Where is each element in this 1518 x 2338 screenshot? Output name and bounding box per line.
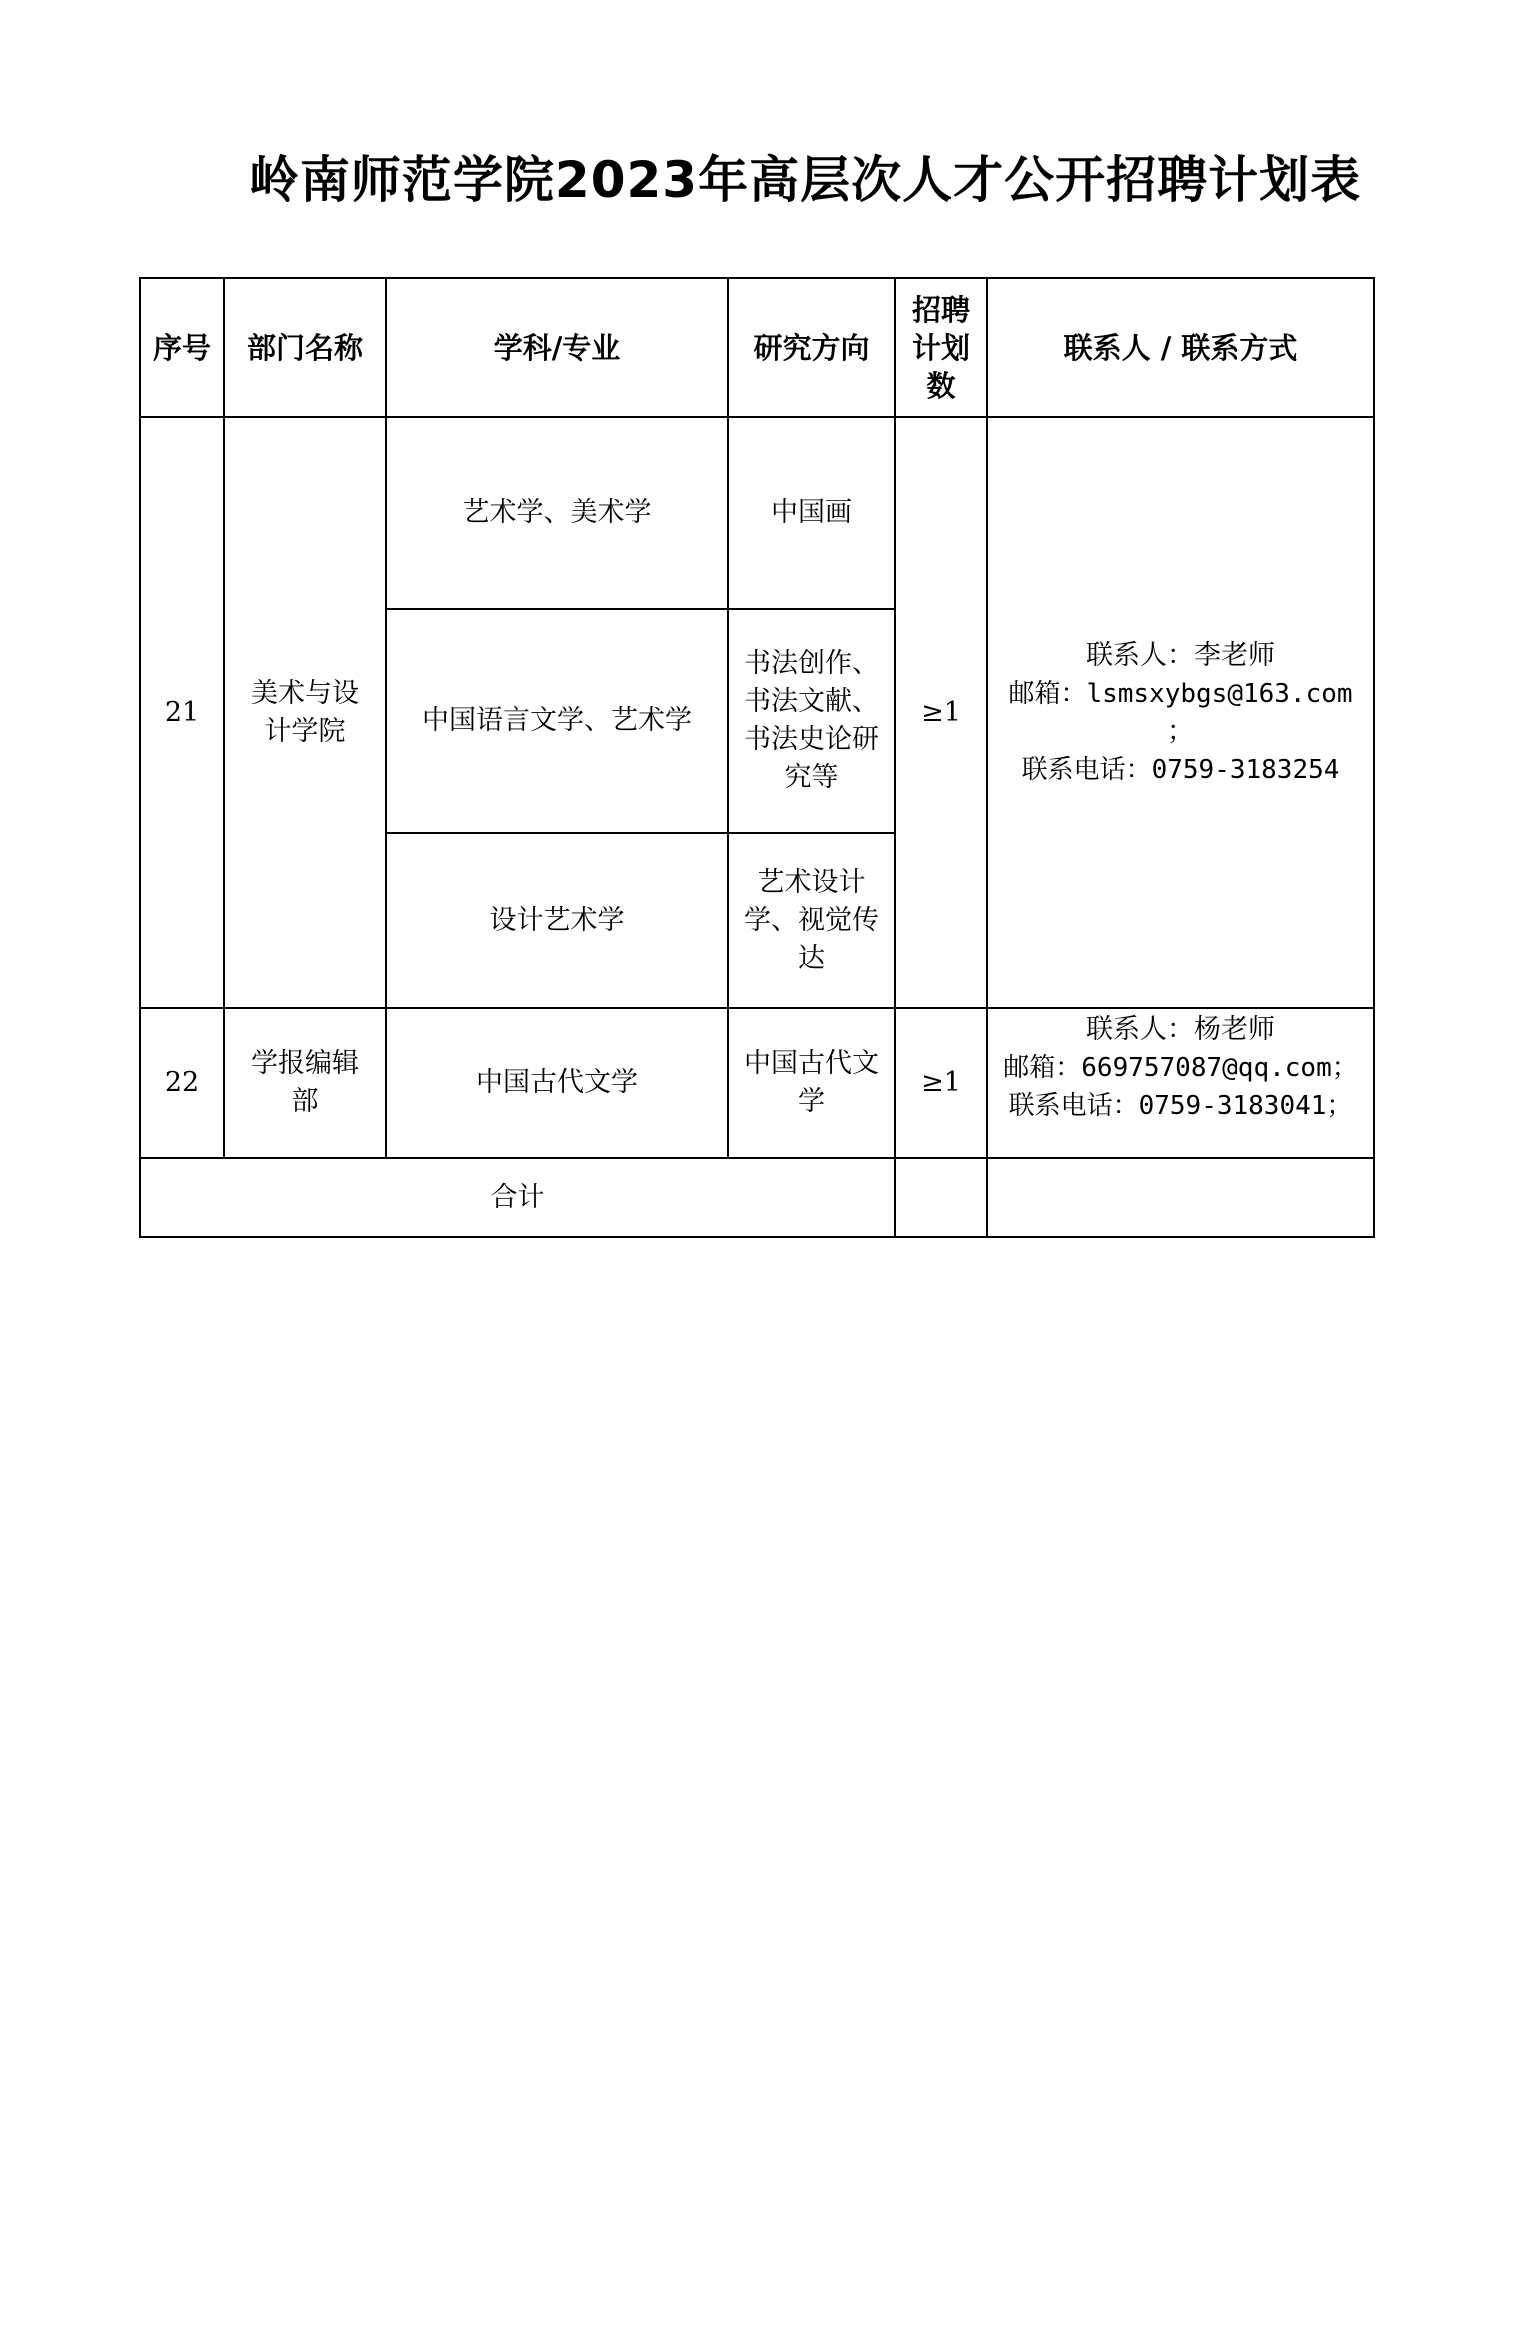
header-plan: 招聘计划数 [895,278,987,417]
table-row [140,1008,1374,1158]
seq-cell: 21 [140,417,224,1008]
dept-cell: 学报编辑部 [224,1008,386,1158]
direction-cell: 中国画 [728,417,895,609]
page-title: 岭南师范学院2023年高层次人才公开招聘计划表 [248,151,1362,209]
plan-cell: ≥1 [895,1008,987,1158]
header-dept: 部门名称 [224,278,386,417]
contact-phone: 联系电话：0759-3183254 [1021,754,1340,785]
contact-separator: ； [1167,715,1194,747]
major-cell: 中国语言文学、艺术学 [386,609,728,833]
direction-cell: 中国古代文学 [728,1008,895,1158]
contact-email: 邮箱：lsmsxybgs@163.com [1008,678,1353,709]
contact-person: 联系人：杨老师 [1086,1014,1275,1045]
major-cell: 设计艺术学 [386,833,728,1008]
major-cell: 中国古代文学 [386,1008,728,1158]
dept-cell: 美术与设计学院 [224,417,386,1008]
header-contact: 联系人 / 联系方式 [987,278,1374,417]
contact-person: 联系人：李老师 [1086,639,1275,671]
contact-cell [987,417,1374,1008]
direction-cell: 艺术设计学、视觉传达 [728,833,895,1008]
recruitment-plan-table [139,277,1375,1238]
total-plan [895,1158,987,1237]
header-direction: 研究方向 [728,278,895,417]
header-major: 学科/专业 [386,278,728,417]
direction-cell: 书法创作、书法文献、书法史论研究等 [728,609,895,833]
total-label: 合计 [140,1158,895,1237]
plan-cell: ≥1 [895,417,987,1008]
table-header-row [140,278,1374,417]
contact-cell [987,1008,1374,1158]
seq-cell: 22 [140,1008,224,1158]
table-row [140,417,1374,609]
contact-email: 邮箱：669757087@qq.com； [1003,1053,1358,1083]
total-row [140,1158,1374,1237]
major-cell: 艺术学、美术学 [386,417,728,609]
header-seq: 序号 [140,278,224,417]
total-contact [987,1158,1374,1237]
contact-phone: 联系电话：0759-3183041； [1008,1091,1353,1121]
